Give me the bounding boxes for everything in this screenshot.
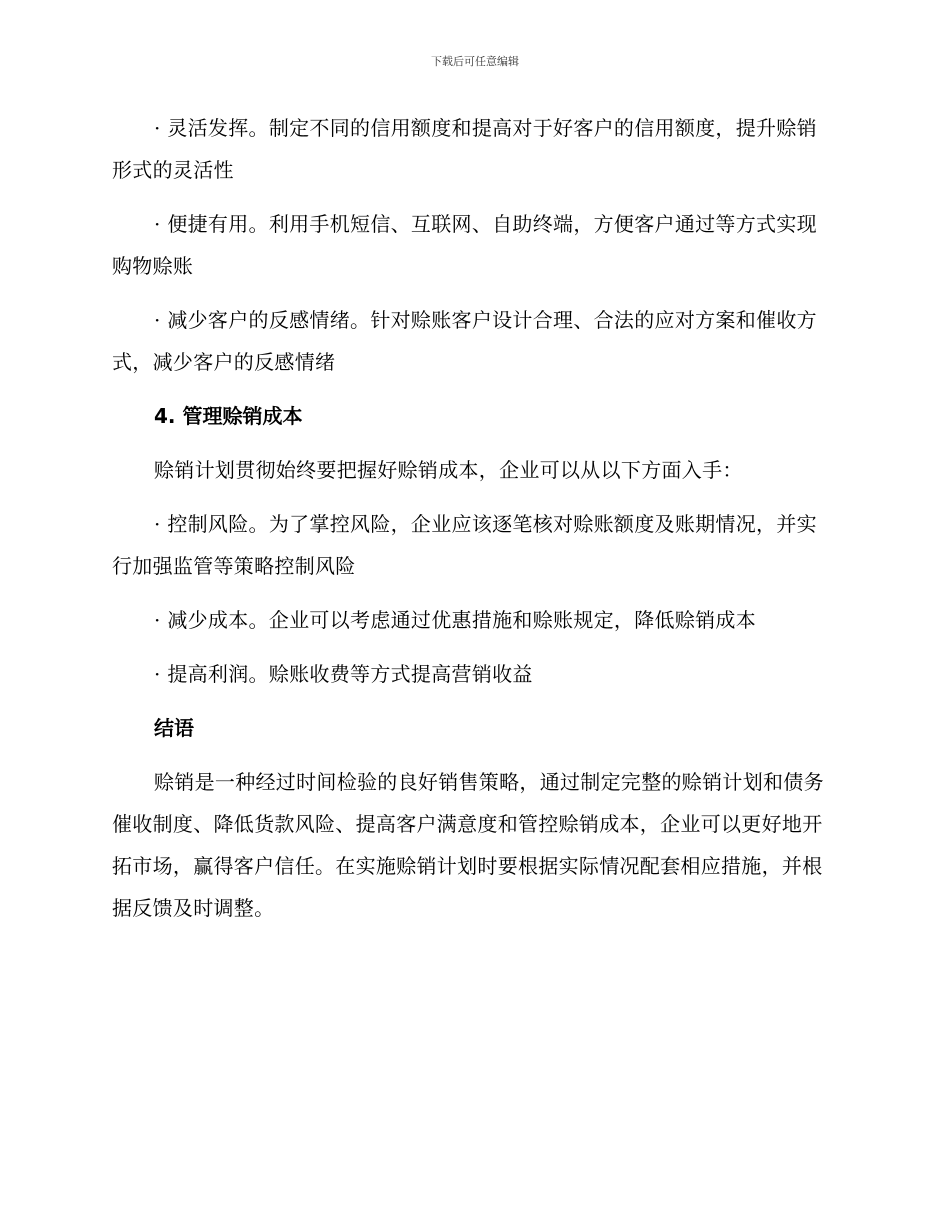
paragraph-cost-intro: 赊销计划贯彻始终要把握好赊销成本，企业可以从以下方面入手： bbox=[154, 458, 743, 482]
bullet-increase-profit: · 提高利润。赊账收费等方式提高营销收益 bbox=[154, 662, 533, 686]
bullet-reduce-cost: · 减少成本。企业可以考虑通过优惠措施和赊账规定，降低赊销成本 bbox=[154, 608, 757, 632]
header-note: 下载后可任意编辑 bbox=[431, 55, 519, 68]
document-body bbox=[112, 107, 832, 941]
bullet-control-risk: · 控制风险。为了掌控风险，企业应该逐笔核对赊账额度及账期情况，并实行加强监管等策略控制风险 bbox=[112, 512, 817, 578]
bullet-reduce-aversion: · 减少客户的反感情绪。针对赊账客户设计合理、合法的应对方案和催收方式，减少客户的反感情绪 bbox=[112, 308, 817, 374]
section-heading-conclusion: 结语 bbox=[154, 716, 194, 740]
bullet-convenient: · 便捷有用。利用手机短信、互联网、自助终端，方便客户通过等方式实现购物赊账 bbox=[112, 212, 817, 278]
paragraph-conclusion: 赊销是一种经过时间检验的良好销售策略，通过制定完整的赊销计划和债务催收制度、降低货款风险、提高客户满意度和管控赊销成本，企业可以更好地开拓市场，赢得客户信任。在实施赊销计划时要根据实际情况配套相应措施，并根据反馈及时调整。 bbox=[112, 770, 824, 920]
bullet-flexible: · 灵活发挥。制定不同的信用额度和提高对于好客户的信用额度，提升赊销形式的灵活性 bbox=[112, 116, 817, 182]
section-heading-cost: 4. 管理赊销成本 bbox=[154, 404, 303, 428]
